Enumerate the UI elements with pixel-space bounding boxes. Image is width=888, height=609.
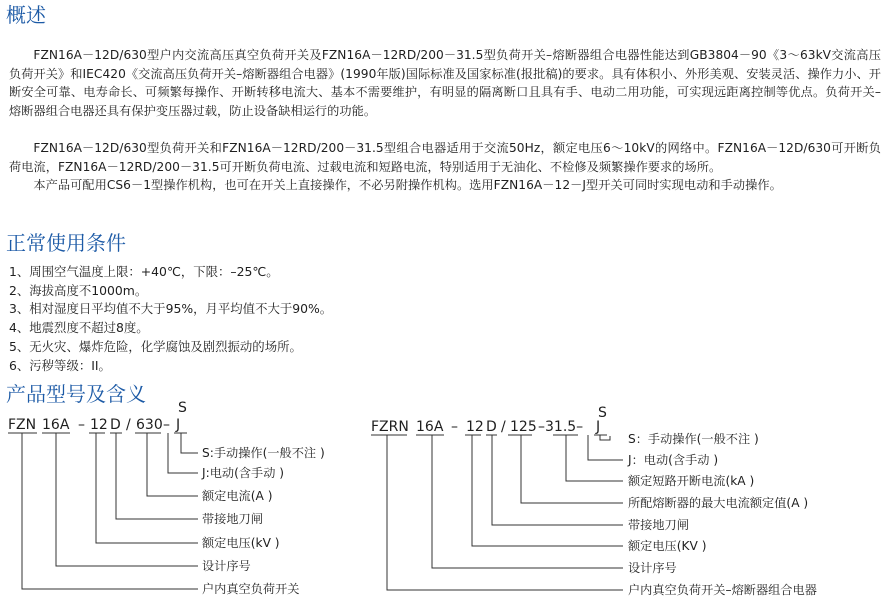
- left-label-electric: J:电动(含手动 ): [202, 466, 285, 480]
- left-label-design-number: 设计序号: [202, 559, 251, 573]
- right-label-manual: S：手动操作(一般不注 ): [628, 432, 759, 446]
- overview-title: 概述: [6, 3, 46, 27]
- left-code-12: 12: [90, 417, 108, 433]
- right-labels: [627, 431, 817, 597]
- overview-paragraph-3: 本产品可配用CS6－1型操作机构，也可在开关上直接操作，不必另附操作机构。选用FZN16A－12－J型开关可同时实现电动和手动操作。: [33, 178, 782, 192]
- right-code-fzrn: FZRN: [371, 419, 409, 435]
- left-code-dash: –: [78, 417, 85, 433]
- left-label-earthing-switch: 带接地刀闸: [202, 512, 263, 526]
- left-labels: [201, 445, 325, 596]
- condition-item: 5、无火灾、爆炸危险，化学腐蚀及剧烈振动的场所。: [9, 338, 302, 354]
- right-superscript-s: S: [598, 405, 607, 421]
- condition-item: 6、污秽等级：II。: [9, 357, 111, 373]
- model-title: 产品型号及含义: [6, 382, 146, 406]
- right-code-16a: 16A: [416, 419, 444, 435]
- condition-item: 4、地震烈度不超过8度。: [9, 320, 149, 336]
- condition-item: 3、相对湿度日平均值不大于95%，月平均值不大于90%。: [9, 301, 333, 317]
- right-code-31-5: –31.5–: [538, 419, 584, 435]
- conditions-title: 正常使用条件: [6, 231, 126, 255]
- left-code-slash: /: [126, 417, 131, 433]
- right-label-short-circuit-current: 额定短路开断电流(kA ): [628, 474, 755, 488]
- right-label-product-type: 户内真空负荷开关–熔断器组合电器: [628, 583, 817, 597]
- left-label-rated-voltage: 额定电压(kV ): [202, 536, 280, 550]
- condition-item: 1、周围空气温度上限：+40℃，下限：–25℃。: [9, 264, 279, 279]
- overview-paragraph-2: FZN16A－12D/630型负荷开关和FZN16A－12RD/200－31.5型组合电器适用于交流50Hz，额定电压6～10kV的网络中。FZN16A－12D/630可开断负荷电流，FZN16A－12RD/200－31.5可开断负荷电流、过载电流和短路电流，特别适用于无油化、不检修及频繁操作要求的场所。: [9, 141, 881, 174]
- right-code-slash: /: [501, 419, 506, 435]
- right-code-d: D: [486, 419, 497, 435]
- left-leader-lines: [22, 433, 198, 589]
- left-label-product-type: 户内真空负荷开关: [202, 582, 300, 596]
- left-label-rated-current: 额定电流(A ): [202, 489, 273, 503]
- right-model-code: [371, 405, 607, 435]
- right-code-12: 12: [466, 419, 484, 435]
- right-label-earthing-switch: 带接地刀闸: [628, 518, 689, 532]
- right-label-electric: J：电动(含手动 ): [628, 453, 719, 467]
- left-code-dash2: –: [163, 417, 170, 433]
- left-code-d: D: [110, 417, 121, 433]
- left-model-code: [8, 400, 187, 433]
- right-code-dash: –: [451, 419, 458, 435]
- right-code-j: J: [596, 419, 601, 435]
- left-superscript-s: S: [178, 400, 187, 416]
- condition-item: 2、海拔高度不1000m。: [9, 282, 148, 298]
- left-code-630: 630: [136, 417, 163, 433]
- left-code-fzn: FZN: [8, 417, 37, 433]
- right-leader-lines: [387, 435, 623, 590]
- left-code-j: J: [176, 417, 181, 433]
- model-designation-diagram: [0, 398, 888, 609]
- left-code-16a: 16A: [42, 417, 70, 433]
- overview-paragraph-1: FZN16A－12D/630型户内交流高压真空负荷开关及FZN16A－12RD/200－31.5型负荷开关–熔断器组合电器性能达到GB3804－90《3～63kV交流高压负荷开关》和IEC420《交流高压负荷开关–熔断器组合电器》(1990年版)国际标准及国家标准(报批稿)的要求。具有体积小、外形美观、安装灵活、操作力小、开断安全可靠、电寿命长、可频繁每操作、开断转移电流大、基本不需要维护，有明显的隔离断口且具有手、电动二用功能，可实现远距离控制等优点。负荷开关–熔断器组合电器还具有保护变压器过载，防止设备缺相运行的功能。: [9, 48, 881, 118]
- conditions-list: [9, 263, 332, 375]
- left-label-manual: S:手动操作(一般不注 ): [202, 446, 325, 460]
- right-label-design-number: 设计序号: [628, 561, 677, 575]
- right-label-rated-voltage: 额定电压(KV ): [628, 539, 707, 553]
- right-code-125: 125: [510, 419, 537, 435]
- right-label-fuse-rating: 所配熔断器的最大电流额定值(A ): [628, 496, 809, 510]
